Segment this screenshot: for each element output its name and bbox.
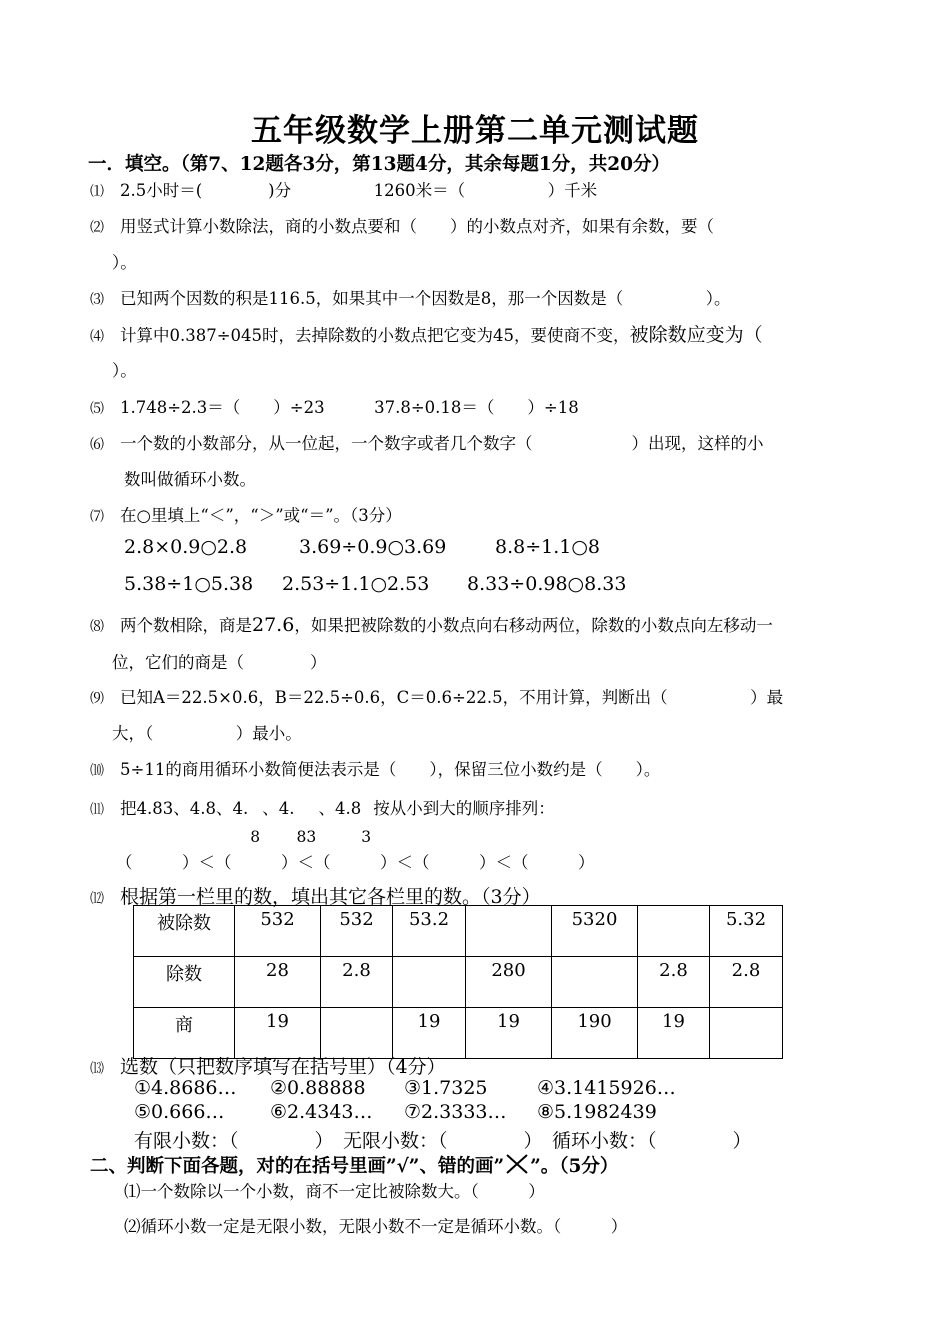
- table-cell: 除数: [134, 957, 235, 1008]
- question-7-item: 3.69÷0.9○3.69: [299, 536, 447, 558]
- question-6-continuation: 数叫做循环小数。: [124, 470, 256, 489]
- question-11: [90, 795, 555, 846]
- table-cell: 53.2: [393, 906, 466, 957]
- question-7: [90, 502, 402, 526]
- question-text: 选数（只把数序填写在括号里）（4分）: [120, 1056, 446, 1078]
- table-cell: [710, 1008, 783, 1059]
- option-item: ⑦2.3333…: [404, 1101, 507, 1123]
- table-row: [134, 906, 783, 957]
- question-2-continuation: ）。: [112, 253, 137, 272]
- question-7-item: 2.8×0.9○2.8: [124, 536, 248, 558]
- question-10: [90, 756, 660, 780]
- question-number: ⑿: [90, 891, 104, 907]
- section-2-heading-text: 二、判断下面各题，对的在括号里画”√”、错的画”: [90, 1156, 505, 1177]
- page-title: 五年级数学上册第二单元测试题: [251, 113, 699, 149]
- question-13: [90, 1052, 446, 1079]
- option-item: ①4.8686…: [134, 1077, 237, 1099]
- table-cell: 28: [235, 957, 321, 1008]
- option-item: ⑥2.4343…: [270, 1101, 373, 1123]
- question-text: 1.748÷2.3＝（ ）÷23 37.8÷0.18＝（ ）÷18: [120, 398, 579, 417]
- division-table: [133, 905, 783, 1059]
- section-1-heading: 一．填空。（第7、12题各3分，第13题4分，其余每题1分，共20分）: [88, 154, 670, 175]
- question-text: 把4.83、4.8、4.: [120, 799, 249, 818]
- question-text: 5÷11的商用循环小数简便法表示是（ ），保留三位小数约是（ ）。: [120, 760, 661, 779]
- question-text: 根据第一栏里的数，填出其它各栏里的数。（3分）: [120, 886, 541, 908]
- question-text: 、4.8: [318, 799, 362, 818]
- question-number: ⑺: [90, 509, 104, 525]
- question-quotient: 27.6: [252, 614, 295, 636]
- question-9: [90, 684, 783, 708]
- question-number: ⑴: [90, 184, 104, 200]
- question-3: [90, 285, 730, 309]
- table-cell: 2.8: [638, 957, 710, 1008]
- question-7-item: 5.38÷1○5.38: [124, 573, 254, 595]
- table-cell: [321, 1008, 393, 1059]
- option-item: ④3.1415926…: [537, 1077, 676, 1099]
- table-cell: 532: [235, 906, 321, 957]
- question-text-large: 被除数应变为（: [629, 324, 763, 346]
- question-text: 计算中0.387÷045时，去掉除数的小数点把它变为45，要使商不变，: [120, 326, 630, 345]
- question-number: ⑸: [90, 401, 104, 417]
- question-text: 、4.: [262, 799, 295, 818]
- cross-mark-icon: [504, 1152, 530, 1176]
- question-text: ，如果把被除数的小数点向右移动两位，除数的小数点向左移动一: [294, 616, 773, 635]
- table-cell: 商: [134, 1008, 235, 1059]
- question-7-item: 8.33÷0.98○8.33: [467, 573, 627, 595]
- question-number: ⑼: [90, 691, 104, 707]
- table-cell: 被除数: [134, 906, 235, 957]
- section-2-heading: [90, 1152, 618, 1178]
- question-number: ⑾: [90, 802, 104, 818]
- question-11-blanks: （ ）＜（ ）＜（ ）＜（ ）＜（ ）: [116, 853, 595, 872]
- table-cell: [552, 957, 638, 1008]
- question-text: 已知A＝22.5×0.6，B＝22.5÷0.6，C＝0.6÷22.5，不用计算，判断出（ ）最: [120, 688, 784, 707]
- table-row: [134, 957, 783, 1008]
- judgment-question-1: ⑴一个数除以一个小数，商不一定比被除数大。（ ）: [124, 1182, 545, 1201]
- question-number: ⑻: [90, 619, 104, 635]
- table-cell: 280: [466, 957, 552, 1008]
- section-2-heading-text: ”。（5分）: [530, 1156, 619, 1177]
- table-cell: 19: [638, 1008, 710, 1059]
- table-cell: 532: [321, 906, 393, 957]
- question-number: ⒀: [90, 1061, 104, 1077]
- question-7-item: 2.53÷1.1○2.53: [282, 573, 430, 595]
- question-number: ⑷: [90, 329, 104, 345]
- question-6: [90, 430, 764, 454]
- table-row: [134, 1008, 783, 1059]
- question-text: 一个数的小数部分，从一位起，一个数字或者几个数字（ ）出现，这样的小: [120, 434, 764, 453]
- question-9-continuation: 大，（ ）最小。: [112, 724, 302, 743]
- question-8-continuation: 位，它们的商是（ ）: [112, 653, 327, 672]
- question-1: [90, 177, 597, 201]
- question-4: [90, 320, 763, 347]
- question-5: [90, 394, 579, 418]
- table-cell: [466, 906, 552, 957]
- repeating-digit: 3: [361, 828, 372, 846]
- table-cell: 19: [235, 1008, 321, 1059]
- table-cell: [638, 906, 710, 957]
- question-number: ⑽: [90, 763, 104, 779]
- question-number: ⑶: [90, 292, 104, 308]
- option-item: ⑧5.1982439: [537, 1101, 657, 1123]
- table-cell: [393, 957, 466, 1008]
- option-item: ③1.7325: [404, 1077, 488, 1099]
- question-8: [90, 612, 773, 636]
- question-text: 两个数相除，商是: [120, 616, 252, 635]
- table-cell: 2.8: [321, 957, 393, 1008]
- repeating-digit: 83: [296, 828, 317, 846]
- table-cell: 19: [393, 1008, 466, 1059]
- question-text: 已知两个因数的积是116.5，如果其中一个因数是8，那一个因数是（ ）。: [120, 289, 731, 308]
- table-cell: 5.32: [710, 906, 783, 957]
- question-7-item: 8.8÷1.1○8: [495, 536, 601, 558]
- judgment-question-2: ⑵循环小数一定是无限小数，无限小数不一定是循环小数。（ ）: [124, 1217, 628, 1236]
- question-number: ⑹: [90, 437, 104, 453]
- question-number: ⑵: [90, 220, 104, 236]
- question-text: 在○里填上“＜”，“＞”或“＝”。（3分）: [120, 506, 402, 525]
- repeating-digit: 8: [250, 828, 261, 846]
- option-item: ⑤0.666…: [134, 1101, 225, 1123]
- question-text: 2.5小时＝( )分 1260米＝（ ）千米: [120, 181, 598, 200]
- question-text: 用竖式计算小数除法，商的小数点要和（ ）的小数点对齐，如果有余数，要（: [120, 217, 714, 236]
- question-2: [90, 213, 714, 237]
- table-cell: 2.8: [710, 957, 783, 1008]
- question-text: 按从小到大的顺序排列：: [373, 799, 555, 818]
- table-cell: 19: [466, 1008, 552, 1059]
- question-4-continuation: ）。: [112, 361, 137, 380]
- question-13-answers: 有限小数：（ ） 无限小数：（ ） 循环小数：（ ）: [134, 1130, 752, 1152]
- table-cell: 5320: [552, 906, 638, 957]
- option-item: ②0.88888: [270, 1077, 366, 1099]
- table-cell: 190: [552, 1008, 638, 1059]
